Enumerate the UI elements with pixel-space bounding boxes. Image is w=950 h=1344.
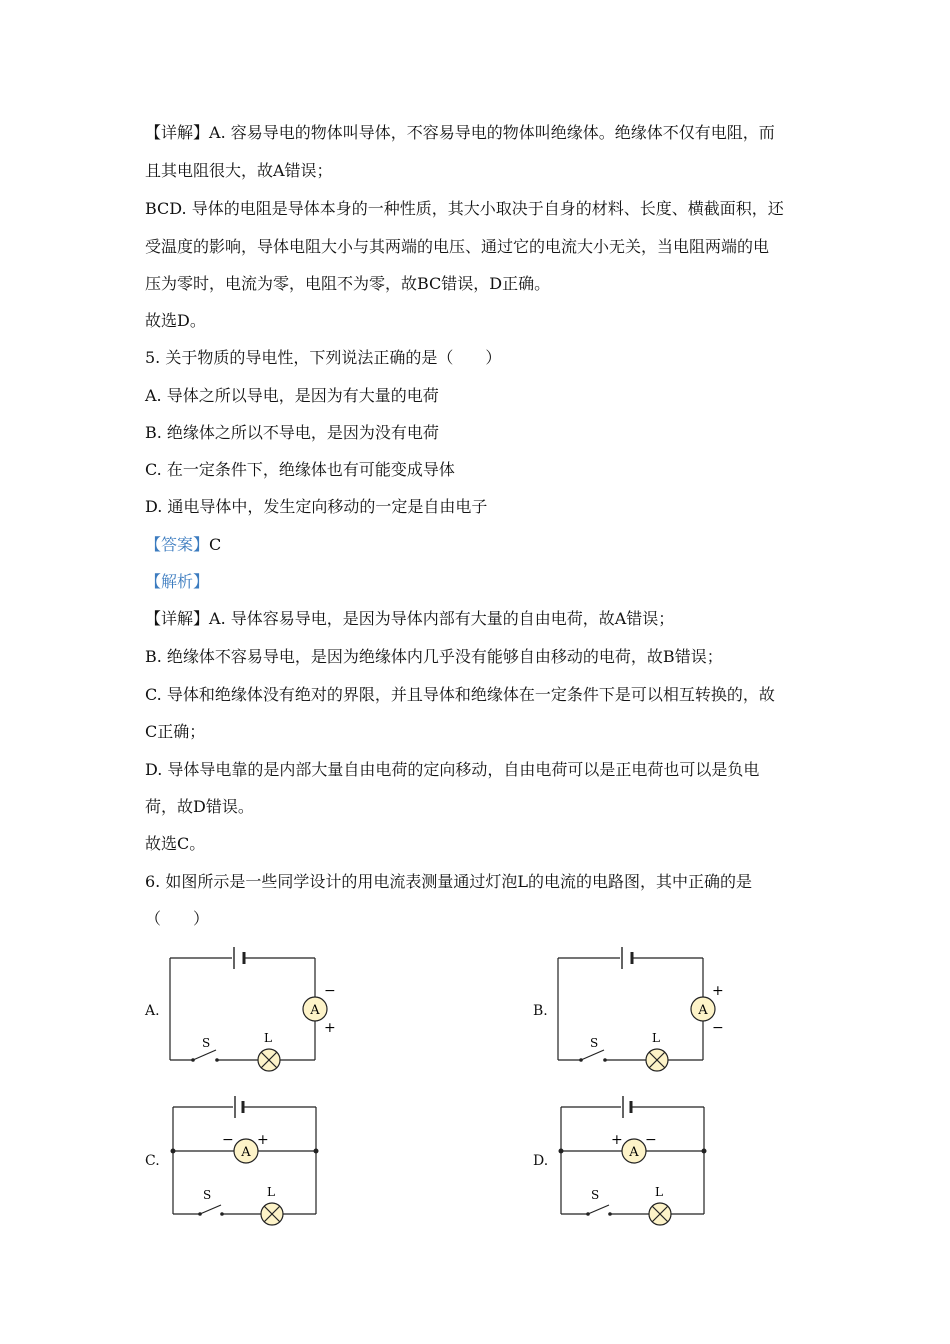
q5-detail-c1: C. 导体和绝缘体没有绝对的界限，并且导体和绝缘体在一定条件下是可以相互转换的，故: [145, 685, 775, 704]
switch-label: S: [203, 1188, 212, 1202]
battery-icon: [622, 947, 632, 969]
ammeter-minus: −: [324, 983, 336, 999]
ammeter-plus: +: [257, 1132, 269, 1148]
q5-detail-a-line: [145, 609, 674, 629]
q5-option-b: B. 绝缘体之所以不导电，是因为没有电荷: [145, 423, 439, 442]
detail-tag: 【详解】: [145, 123, 210, 142]
q6-blank: （ ）: [145, 909, 210, 928]
q5-detail-c2: C正确；: [145, 722, 206, 741]
circuit-a-diagram: [160, 940, 360, 1080]
ammeter-icon: [691, 997, 715, 1021]
lamp-icon: [649, 1203, 671, 1225]
battery-icon: [623, 1096, 631, 1118]
ammeter-symbol: A: [310, 1003, 320, 1018]
circuit-d-diagram: [551, 1090, 751, 1230]
switch-label: S: [591, 1188, 600, 1202]
ammeter-symbol: A: [698, 1003, 708, 1018]
q6-option-b-label: B.: [533, 1003, 548, 1019]
q6-option-a-label: A.: [145, 1003, 160, 1019]
switch-icon: [198, 1205, 224, 1216]
ammeter-plus: +: [712, 983, 724, 999]
ammeter-symbol: A: [241, 1145, 251, 1160]
q5-answer: C: [209, 535, 222, 554]
circuit-b-diagram: [548, 940, 748, 1080]
q5-option-a: A. 导体之所以导电，是因为有大量的电荷: [145, 386, 439, 405]
q5-detail-d2: 荷，故D错误。: [145, 797, 254, 816]
battery-icon: [234, 947, 244, 969]
ammeter-plus: +: [324, 1020, 336, 1036]
ammeter-icon: [234, 1139, 258, 1163]
analysis-tag: 【解析】: [145, 572, 210, 591]
ammeter-minus: −: [645, 1132, 657, 1148]
q4-detail-line-2: 且其电阻很大，故A错误；: [145, 161, 333, 180]
q4-conclusion: 故选D。: [145, 311, 206, 330]
switch-icon: [191, 1050, 219, 1062]
answer-tag: 【答案】: [145, 535, 210, 554]
q4-detail-line-5: 压为零时，电流为零，电阻不为零，故BC错误，D正确。: [145, 274, 551, 293]
ammeter-plus: +: [611, 1132, 623, 1148]
lamp-label: L: [652, 1031, 660, 1045]
lamp-label: L: [264, 1031, 272, 1045]
q4-detail-line-4: 受温度的影响，导体电阻大小与其两端的电压、通过它的电流大小无关，当电阻两端的电: [145, 237, 770, 256]
lamp-icon: [646, 1049, 668, 1071]
ammeter-icon: [303, 997, 327, 1021]
q6-stem: 6. 如图所示是一些同学设计的用电流表测量通过灯泡L的电流的电路图，其中正确的是: [145, 872, 752, 891]
circuit-c-diagram: [163, 1090, 363, 1230]
q5-conclusion: 故选C。: [145, 834, 206, 853]
q5-stem: 5. 关于物质的导电性，下列说法正确的是（ ）: [145, 348, 502, 367]
ammeter-minus: −: [222, 1132, 234, 1148]
q6-option-d-label: D.: [533, 1153, 549, 1169]
lamp-label: L: [655, 1185, 663, 1199]
q4-detail-text-1: A. 容易导电的物体叫导体，不容易导电的物体叫绝缘体。绝缘体不仅有电阻，而: [209, 123, 775, 142]
switch-label: S: [202, 1036, 211, 1050]
q6-option-c-label: C.: [145, 1153, 160, 1169]
q5-detail-a: A. 导体容易导电，是因为导体内部有大量的自由电荷，故A错误；: [209, 609, 675, 628]
ammeter-minus: −: [712, 1020, 724, 1036]
q5-option-c: C. 在一定条件下，绝缘体也有可能变成导体: [145, 460, 455, 479]
q4-detail-line-1: [145, 123, 775, 143]
lamp-icon: [258, 1049, 280, 1071]
ammeter-symbol: A: [629, 1145, 639, 1160]
ammeter-icon: [622, 1139, 646, 1163]
lamp-icon: [261, 1203, 283, 1225]
q5-detail-b: B. 绝缘体不容易导电，是因为绝缘体内几乎没有能够自由移动的电荷，故B错误；: [145, 647, 723, 666]
switch-label: S: [590, 1036, 599, 1050]
q5-option-d: D. 通电导体中，发生定向移动的一定是自由电子: [145, 497, 488, 516]
q4-detail-line-3: BCD. 导体的电阻是导体本身的一种性质，其大小取决于自身的材料、长度、横截面积，还: [145, 199, 784, 218]
switch-icon: [586, 1205, 612, 1216]
q5-detail-d1: D. 导体导电靠的是内部大量自由电荷的定向移动，自由电荷可以是正电荷也可以是负电: [145, 760, 760, 779]
lamp-label: L: [267, 1185, 275, 1199]
q5-answer-line: [145, 535, 221, 555]
switch-icon: [579, 1050, 607, 1062]
detail-tag: 【详解】: [145, 609, 210, 628]
battery-icon: [235, 1096, 243, 1118]
